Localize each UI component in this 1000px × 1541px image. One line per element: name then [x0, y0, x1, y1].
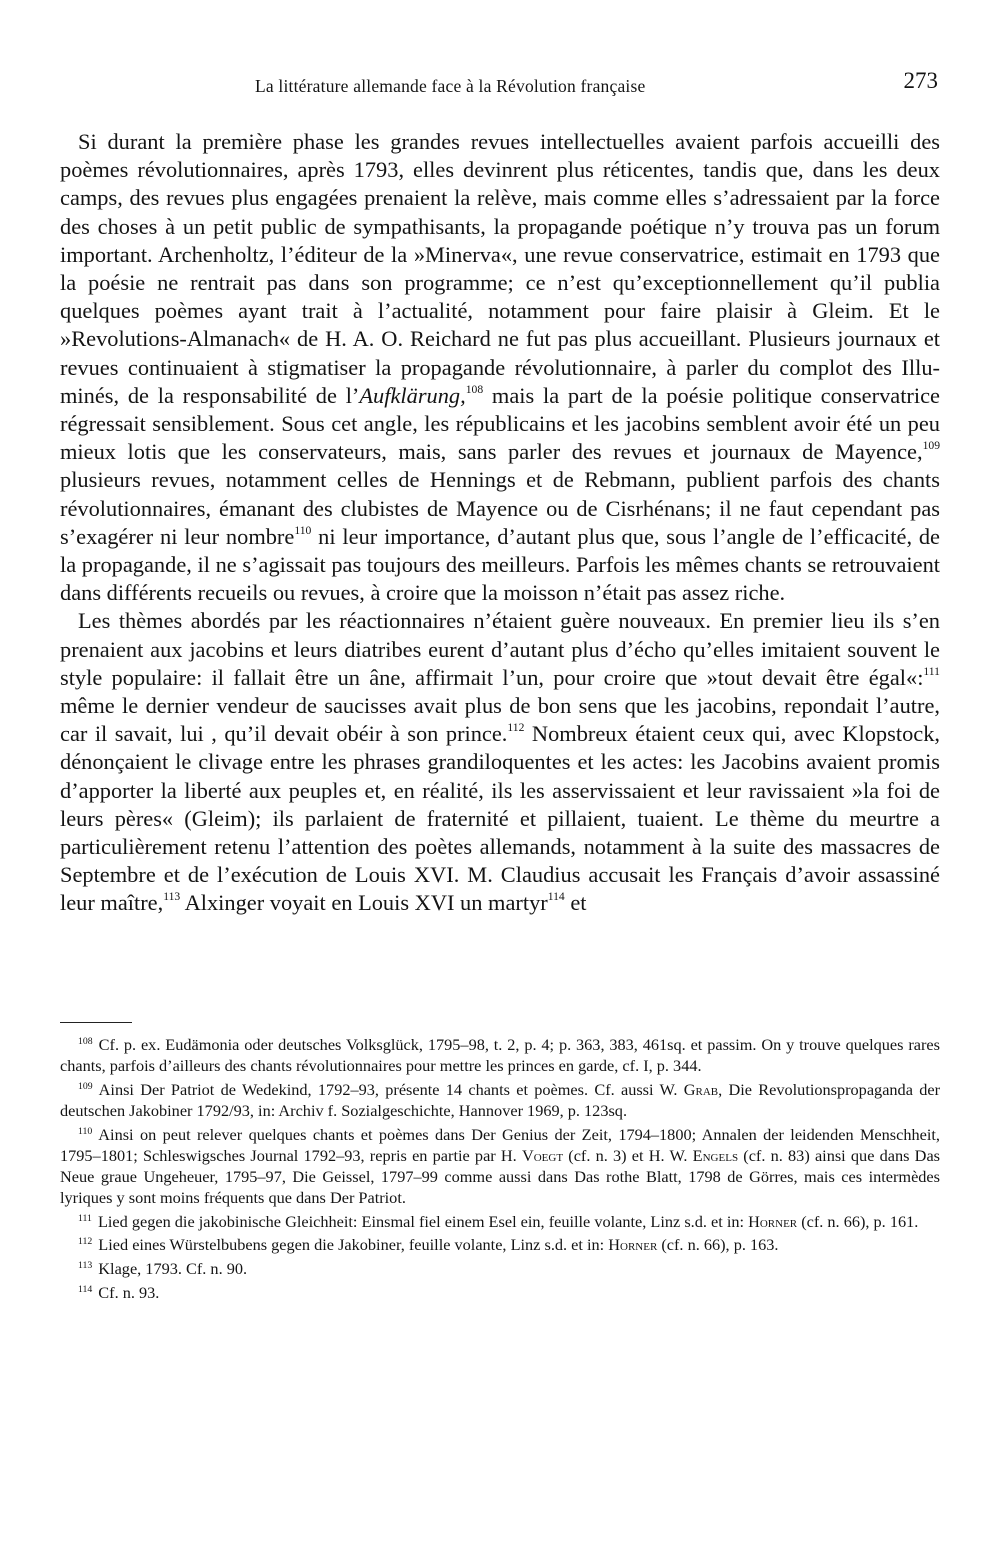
footnote-ref-113[interactable]: 113 [163, 890, 181, 904]
main-text [60, 128, 940, 918]
footnote-text: Ainsi on peut relever quelques chants et poèmes dans Der Genius der Zeit, 1794–1800; Annalen der leidenden Menschheit, 1795–1801; Schleswigsches Journal 1792–93, repris en partie par H. [60, 1124, 940, 1165]
text-run: Si durant la première phase les grandes revues intellectuelles avaient parfois accueilli des poèmes révolutionnaires, après 1793, elles devinrent plus réticentes, tandis que, dans les deux camps, des revues plus engagées prenaient la relève, mais comme elles s’adressaient par la force des choses à un petit public de sympathisants, la propagande poétique n’y trouva pas un forum important. Archenholtz, l’éditeur de la »Minerva«, une revue conservatrice, estimait en 1793 que la poésie ne rentrait pas dans son programme; ce n’est qu’exceptionnellement qu’il publia quelques poèmes ayant trait à l’actualité, notamment pour faire plaisir à Gleim. Et le »Revolutions-Almanach« de H. A. O. Reichard ne fut pas plus accueillant. Plusieurs journaux et revues continuaient à stigmatiser la propagande révolutionnaire, à parler du complot des Illuminés, de la responsabilité de l’ [60, 129, 940, 408]
paragraph-2 [60, 607, 940, 917]
footnote-ref-108[interactable]: 108 [465, 382, 484, 396]
text-run: Nombreux étaient ceux qui, avec Klopstock, dénonçaient le clivage entre les phrases grandiloquentes et les actes: les Jacobins avaient promis d’apporter la liberté aux peuples et, en réalité, ils les asservissaient et leur ravissaient »la foi de leurs pères« (Gleim); ils parlaient de fraternité et pillaient, tuaient. Le thème du meurtre a particulièrement retenu l’attention des poètes allemands, notamment à la suite des massacres de Septembre et de l’exécution de Louis XVI. M. Claudius accusait les Français d’avoir assassiné leur maître, [60, 721, 940, 916]
paragraph-1 [60, 128, 940, 607]
text-run: ni leur importance, d’autant plus que, sous l’angle de l’efficacité, de la propagande, il ne s’agissait pas toujours des meilleurs. Parfois les mêmes chants se retrouvaient dans différents recueils ou revues, à croire que la moisson n’était pas assez riche. [60, 523, 940, 606]
footnote-text: (cf. n. 66), p. 163. [657, 1235, 779, 1255]
footnote-number: 110 [78, 1125, 93, 1137]
footnote-text: , Die Revolutionspropaganda der deutschen Jakobiner 1792/93, in: Archiv f. Sozialgeschichte, Hannover 1969, p. 123sq. [60, 1079, 940, 1120]
author-name: Horner [608, 1235, 658, 1255]
text-run: plusieurs revues, notamment celles de Hennings et de Rebmann, publient parfois des chants révolutionnaires, émanant des clubistes de Mayence ou de Cisrhénans; il ne faut cependant pas s’exagérer ni leur nombre [60, 467, 940, 549]
author-name: Engels [692, 1145, 739, 1165]
footnote-110 [60, 1121, 940, 1208]
footnote-112 [60, 1231, 940, 1255]
text-run: Les thèmes abordés par les réactionnaires n’étaient guère nouveaux. En premier lieu ils s’en prenaient aux jacobins et leurs diatribes eurent d’autant plus d’écho qu’elles imitaient souvent le style populaire: il fallait être un âne, affirmait l’un, pour croire que »tout devait être égal«: [60, 608, 940, 690]
footnote-text: Lied gegen die jakobinische Gleichheit: Einsmal fiel einem Esel ein, feuille volante, Linz s.d. et in: [97, 1211, 749, 1231]
footnote-text: Lied eines Würstelbubens gegen die Jakobiner, feuille volante, Linz s.d. et in: [98, 1235, 609, 1255]
footnote-divider [60, 1022, 132, 1023]
footnote-number: 114 [78, 1284, 93, 1296]
running-title: La littérature allemande face à la Révolution française [255, 76, 646, 96]
footnote-text: (cf. n. 66), p. 161. [797, 1211, 919, 1231]
footnote-number: 112 [78, 1236, 93, 1248]
footnote-number: 108 [78, 1036, 93, 1047]
footnote-text: Cf. p. ex. Eudämonia oder deutsches Volksglück, 1795–98, t. 2, p. 4; p. 363, 383, 461sq. et passim. On y trouve quelques rares chants, parfois d’ailleurs des chants révolutionnaires pour mettre les princes en garde, cf. I, p. 344. [60, 1034, 940, 1075]
footnote-ref-114[interactable]: 114 [547, 890, 565, 904]
text-run: Alxinger voyait en Louis XVI un martyr [180, 890, 548, 916]
author-name: Voegt [521, 1145, 564, 1165]
footnote-109 [60, 1076, 940, 1121]
footnote-108 [60, 1031, 940, 1076]
footnote-114 [60, 1279, 940, 1303]
footnote-number: 109 [78, 1080, 93, 1092]
footnote-ref-109[interactable]: 109 [922, 439, 940, 453]
footnote-text: Cf. n. 93. [98, 1283, 160, 1303]
page-number: 273 [903, 68, 938, 93]
footnote-111 [60, 1208, 940, 1232]
italic-term: Aufklärung, [359, 382, 466, 408]
footnote-number: 111 [78, 1212, 92, 1224]
text-run: et [564, 890, 587, 916]
footnote-113 [60, 1255, 940, 1279]
text-run: mais la part de la poésie politique conservatrice régressait sensiblement. Sous cet angle, les républicains et les jacobins semblent avoir été un peu mieux lotis que les conservateurs, mais, sans parler des revues et journaux de Mayence, [60, 382, 940, 465]
running-header [60, 68, 940, 108]
footnote-text: Klage, 1793. Cf. n. 90. [98, 1259, 248, 1279]
footnote-text: Ainsi Der Patriot de Wedekind, 1792–93, présente 14 chants et poèmes. Cf. aussi W. [98, 1079, 684, 1099]
author-name: Grab [683, 1079, 719, 1099]
footnote-ref-111[interactable]: 111 [923, 664, 940, 678]
footnotes [60, 1031, 940, 1303]
text-run: même le dernier vendeur de saucisses avait plus de bon sens que les jacobins, repondait l’autre, car il savait, lui , qu’il devait obéir à son prince. [60, 693, 940, 747]
author-name: Horner [748, 1211, 798, 1231]
footnote-ref-110[interactable]: 110 [294, 523, 312, 537]
footnote-number: 113 [78, 1260, 93, 1272]
footnote-ref-112[interactable]: 112 [507, 721, 525, 735]
footnote-text: (cf. n. 83) ainsi que dans Das Neue graue Ungeheuer, 1795–97, Die Geissel, 1797–99 comme aussi dans Das rothe Blatt, 1798 de Görres, mais ces intermèdes lyriques y sont moins fréquents que dans Der Patriot. [60, 1145, 941, 1207]
footnote-text: (cf. n. 3) et H. W. [563, 1145, 693, 1165]
